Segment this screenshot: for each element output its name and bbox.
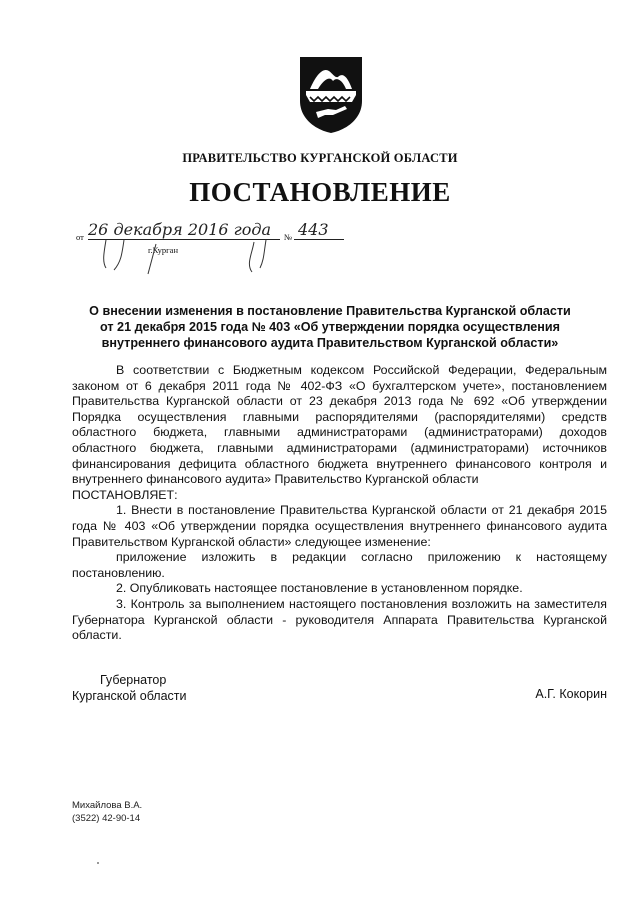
- subject-line: О внесении изменения в постановление Правительства Курганской области: [89, 304, 571, 318]
- number-sign: №: [284, 232, 293, 242]
- document-subject: [72, 303, 588, 351]
- resolves-keyword: ПОСТАНОВЛЯЕТ:: [72, 487, 178, 502]
- number-handwritten: 443: [298, 220, 329, 239]
- executor-phone: (3522) 42-90-14: [72, 812, 141, 824]
- document-type-title: ПОСТАНОВЛЕНИЕ: [189, 177, 451, 207]
- signatory-title: Губернатор: [100, 673, 167, 687]
- handwriting-flourish: [76, 238, 316, 278]
- signatory-position: [72, 672, 187, 704]
- date-number-line: [76, 220, 376, 280]
- signatory-name: А.Г. Кокорин: [535, 687, 607, 701]
- item-1: 1. Внести в постановление Правительства Курганской области от 21 декабря 2015 года № 403 «Об утверждении порядка осуществления внутреннего финансового аудита Правительством Курганской области» следующее изменение:: [72, 503, 607, 549]
- scan-speck: [97, 862, 99, 864]
- preamble-paragraph: В соответствии с Бюджетным кодексом Российской Федерации, Федеральным законом от 6 декабря 2011 года № 402-ФЗ «О бухгалтерском учете», постановлением Правительства Курганской области от 23 декабря 2013 года № 692 «Об утверждении Порядка осуществления главными распорядителями (распорядителями) средств областного бюджета, главными администраторами (администраторами) доходов областного бюджета, главными администраторами (администраторами) источников финансирования дефицита областного бюджета внутреннего финансового контроля и внутреннего финансового аудита» Правительство Курганской области: [72, 363, 607, 487]
- signatory-region: Курганской области: [72, 689, 187, 703]
- item-3: 3. Контроль за выполнением настоящего постановления возложить на заместителя Губернатора Курганской области - руководителя Аппарата Правительства Курганской области.: [72, 596, 607, 643]
- government-name: ПРАВИТЕЛЬСТВО КУРГАНСКОЙ ОБЛАСТИ: [182, 151, 458, 165]
- date-prefix: от: [76, 232, 84, 242]
- item-1-detail: приложение изложить в редакции согласно приложению к настоящему постановлению.: [72, 550, 607, 580]
- executor-info: [72, 800, 142, 825]
- date-handwritten: 26 декабря 2016 года: [88, 220, 272, 239]
- kurgan-coat-of-arms-icon: [298, 55, 364, 135]
- item-2: 2. Опубликовать настоящее постановление в установленном порядке.: [116, 581, 523, 596]
- executor-name: Михайлова В.А.: [72, 800, 143, 811]
- subject-line: от 21 декабря 2015 года № 403 «Об утверждении порядка осуществления: [100, 320, 560, 334]
- document-body: [72, 363, 607, 644]
- subject-line: внутреннего финансового аудита Правительством Курганской области»: [101, 336, 559, 350]
- city-name: г.Курган: [148, 245, 178, 255]
